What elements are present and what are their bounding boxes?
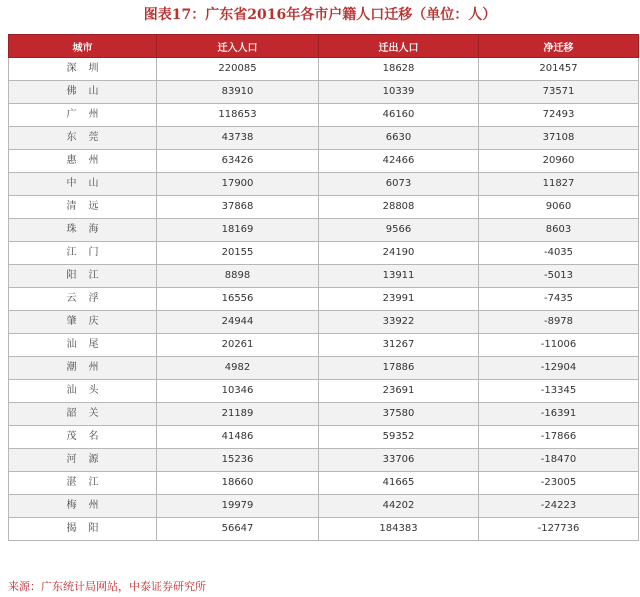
header-in: 迁入人口: [157, 35, 319, 58]
out-cell: 184383: [319, 518, 479, 541]
table-row: [9, 150, 639, 173]
out-cell: 46160: [319, 104, 479, 127]
in-cell: 37868: [157, 196, 319, 219]
in-cell: 118653: [157, 104, 319, 127]
city-cell: 韶关: [9, 403, 157, 426]
city-cell: 中山: [9, 173, 157, 196]
net-cell: -5013: [479, 265, 639, 288]
out-cell: 44202: [319, 495, 479, 518]
in-cell: 4982: [157, 357, 319, 380]
city-cell: 深圳: [9, 58, 157, 81]
table-row: [9, 81, 639, 104]
table-row: [9, 173, 639, 196]
header-out: 迁出人口: [319, 35, 479, 58]
header-city: 城市: [9, 35, 157, 58]
net-cell: -18470: [479, 449, 639, 472]
net-cell: -16391: [479, 403, 639, 426]
out-cell: 18628: [319, 58, 479, 81]
net-cell: -8978: [479, 311, 639, 334]
table-row: [9, 104, 639, 127]
city-cell: 惠州: [9, 150, 157, 173]
net-cell: -7435: [479, 288, 639, 311]
net-cell: -127736: [479, 518, 639, 541]
out-cell: 9566: [319, 219, 479, 242]
in-cell: 15236: [157, 449, 319, 472]
in-cell: 20261: [157, 334, 319, 357]
in-cell: 56647: [157, 518, 319, 541]
table-row: [9, 127, 639, 150]
in-cell: 83910: [157, 81, 319, 104]
net-cell: -13345: [479, 380, 639, 403]
table-row: [9, 196, 639, 219]
table-row: [9, 495, 639, 518]
in-cell: 21189: [157, 403, 319, 426]
table-row: [9, 311, 639, 334]
net-cell: 72493: [479, 104, 639, 127]
city-cell: 汕尾: [9, 334, 157, 357]
city-cell: 河源: [9, 449, 157, 472]
net-cell: 37108: [479, 127, 639, 150]
migration-table: [8, 34, 639, 541]
table-row: [9, 357, 639, 380]
in-cell: 19979: [157, 495, 319, 518]
in-cell: 10346: [157, 380, 319, 403]
city-cell: 梅州: [9, 495, 157, 518]
net-cell: -11006: [479, 334, 639, 357]
table-row: [9, 380, 639, 403]
city-cell: 广州: [9, 104, 157, 127]
header-net: 净迁移: [479, 35, 639, 58]
table-row: [9, 242, 639, 265]
table-row: [9, 265, 639, 288]
in-cell: 24944: [157, 311, 319, 334]
net-cell: -12904: [479, 357, 639, 380]
out-cell: 33706: [319, 449, 479, 472]
in-cell: 18169: [157, 219, 319, 242]
out-cell: 59352: [319, 426, 479, 449]
table-row: [9, 334, 639, 357]
out-cell: 10339: [319, 81, 479, 104]
out-cell: 6630: [319, 127, 479, 150]
city-cell: 肇庆: [9, 311, 157, 334]
in-cell: 18660: [157, 472, 319, 495]
in-cell: 17900: [157, 173, 319, 196]
city-cell: 潮州: [9, 357, 157, 380]
table-row: [9, 58, 639, 81]
in-cell: 63426: [157, 150, 319, 173]
out-cell: 42466: [319, 150, 479, 173]
net-cell: 20960: [479, 150, 639, 173]
in-cell: 16556: [157, 288, 319, 311]
net-cell: -24223: [479, 495, 639, 518]
city-cell: 茂名: [9, 426, 157, 449]
table-header-row: [9, 35, 639, 58]
in-cell: 43738: [157, 127, 319, 150]
source-note: 来源：广东统计局网站，中泰证券研究所: [8, 580, 206, 593]
table-row: [9, 426, 639, 449]
city-cell: 揭阳: [9, 518, 157, 541]
net-cell: -4035: [479, 242, 639, 265]
city-cell: 珠海: [9, 219, 157, 242]
table-row: [9, 518, 639, 541]
net-cell: 201457: [479, 58, 639, 81]
table-row: [9, 403, 639, 426]
table-row: [9, 288, 639, 311]
city-cell: 汕头: [9, 380, 157, 403]
city-cell: 清远: [9, 196, 157, 219]
city-cell: 东莞: [9, 127, 157, 150]
out-cell: 23691: [319, 380, 479, 403]
in-cell: 41486: [157, 426, 319, 449]
net-cell: 11827: [479, 173, 639, 196]
table-row: [9, 449, 639, 472]
out-cell: 24190: [319, 242, 479, 265]
net-cell: 9060: [479, 196, 639, 219]
table-title: 图表17：广东省2016年各市户籍人口迁移（单位：人）: [143, 7, 497, 23]
net-cell: 73571: [479, 81, 639, 104]
table-row: [9, 219, 639, 242]
out-cell: 28808: [319, 196, 479, 219]
out-cell: 17886: [319, 357, 479, 380]
table-row: [9, 472, 639, 495]
out-cell: 31267: [319, 334, 479, 357]
net-cell: -23005: [479, 472, 639, 495]
out-cell: 41665: [319, 472, 479, 495]
out-cell: 13911: [319, 265, 479, 288]
city-cell: 湛江: [9, 472, 157, 495]
in-cell: 8898: [157, 265, 319, 288]
net-cell: 8603: [479, 219, 639, 242]
in-cell: 20155: [157, 242, 319, 265]
city-cell: 云浮: [9, 288, 157, 311]
out-cell: 6073: [319, 173, 479, 196]
out-cell: 33922: [319, 311, 479, 334]
city-cell: 江门: [9, 242, 157, 265]
out-cell: 23991: [319, 288, 479, 311]
out-cell: 37580: [319, 403, 479, 426]
net-cell: -17866: [479, 426, 639, 449]
city-cell: 佛山: [9, 81, 157, 104]
city-cell: 阳江: [9, 265, 157, 288]
in-cell: 220085: [157, 58, 319, 81]
